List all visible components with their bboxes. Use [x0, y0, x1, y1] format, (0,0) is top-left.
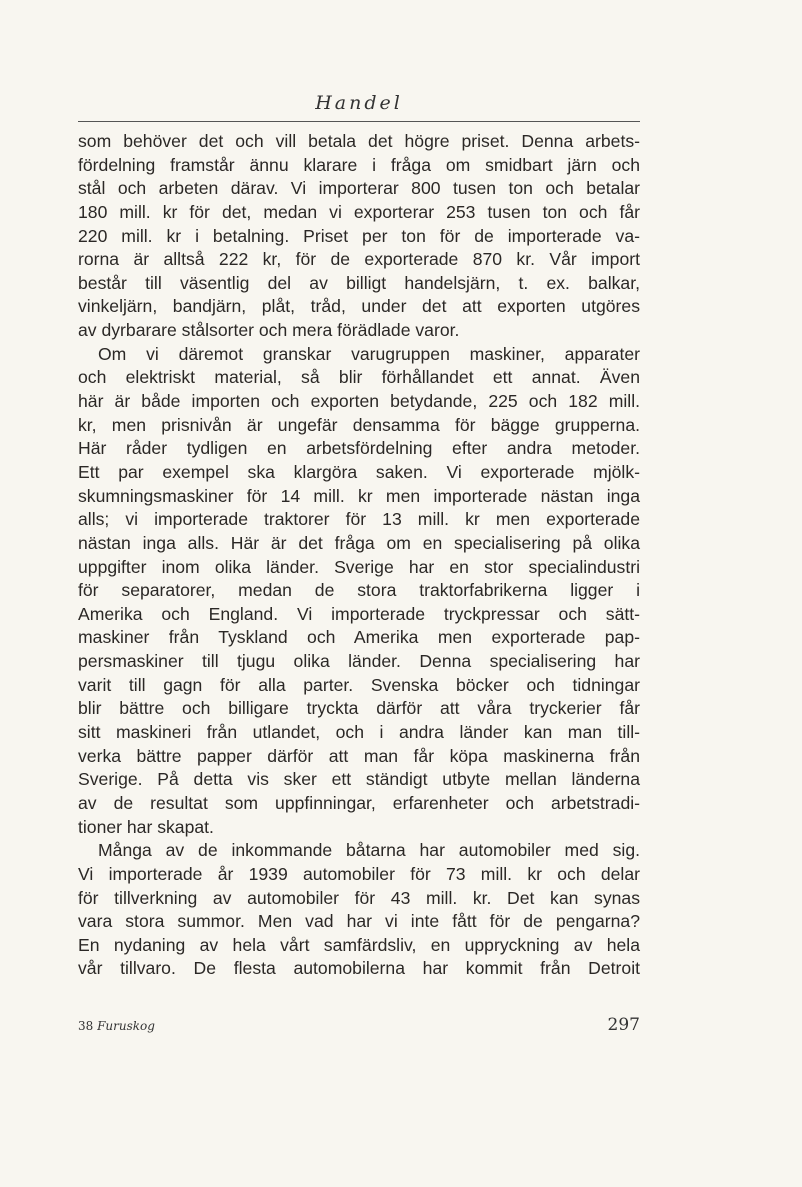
signature-name: Furuskog [97, 1019, 155, 1033]
text-line: rorna är alltså 222 kr, för de exporterade 870 kr. Vår import [78, 249, 640, 270]
page-footer [78, 1015, 640, 1039]
text-line: Ett par exempel ska klargöra saken. Vi exporterade mjölk- [78, 461, 640, 482]
text-line: vinkeljärn, bandjärn, plåt, tråd, under det att exporten utgöres [78, 296, 640, 317]
text-line: 220 mill. kr i betalning. Priset per ton för de importerade va- [78, 225, 640, 246]
text-line: vår tillvaro. De flesta automobilerna har kommit från Detroit [78, 958, 640, 979]
text-line: stål och arbeten därav. Vi importerar 800 tusen ton och betalar [78, 178, 640, 199]
text-line: verka bättre papper därför att man får köpa maskinerna från [78, 745, 640, 766]
text-line: maskiner från Tyskland och Amerika men exporterade pap- [78, 627, 640, 648]
text-line: blir bättre och billigare tryckta därför att våra tryckerier får [78, 698, 640, 719]
text-line: persmaskiner till tjugu olika länder. Denna specialisering har [78, 651, 640, 672]
text-line: sitt maskineri från utlandet, och i andra länder kan man till- [78, 722, 640, 743]
text-line: En nydaning av hela vårt samfärdsliv, en uppryckning av hela [78, 934, 640, 955]
text-line: uppgifter inom olika länder. Sverige har en stor specialindustri [78, 556, 640, 577]
text-line: vara stora summor. Men vad har vi inte fått för de pengarna? [78, 911, 640, 932]
text-line: 180 mill. kr för det, medan vi exporterar 253 tusen ton och får [78, 201, 640, 222]
header-rule [78, 121, 640, 122]
text-line: kr, men prisnivån är ungefär densamma för bägge grupperna. [78, 414, 640, 435]
body-text [78, 130, 640, 981]
text-line: varit till gagn för alla parter. Svenska böcker och tidningar [78, 674, 640, 695]
running-head: Handel [315, 92, 403, 114]
text-line: och elektriskt material, så blir förhållandet ett annat. Även [78, 367, 640, 388]
text-line: Sverige. På detta vis sker ett ständigt utbyte mellan länderna [78, 769, 640, 790]
text-line: som behöver det och vill betala det högre priset. Denna arbets- [78, 131, 640, 151]
text-line: tioner har skapat. [78, 816, 214, 837]
text-line: här är både importen och exporten betydande, 225 och 182 mill. [78, 391, 640, 412]
text-line: Många av de inkommande båtarna har automobiler med sig. [98, 840, 640, 861]
text-line: för tillverkning av automobiler för 43 mill. kr. Det kan synas [78, 887, 640, 908]
page-number: 297 [607, 1015, 640, 1035]
printer-signature [78, 1019, 155, 1033]
text-line: skumningsmaskiner för 14 mill. kr men importerade nästan inga [78, 485, 640, 506]
text-line: består till väsentlig del av billigt handelsjärn, t. ex. balkar, [78, 272, 640, 293]
text-line: av dyrbarare stålsorter och mera förädlade varor. [78, 320, 460, 341]
text-line: nästan inga alls. Här är det fråga om en specialisering på olika [78, 532, 640, 553]
text-line: Om vi däremot granskar varugruppen maskiner, apparater [98, 343, 640, 364]
text-line: Här råder tydligen en arbetsfördelning efter andra metoder. [78, 438, 640, 459]
text-line: för separatorer, medan de stora traktorfabrikerna ligger i [78, 580, 640, 601]
text-line: fördelning framstår ännu klarare i fråga om smidbart järn och [78, 154, 640, 175]
text-line: av de resultat som uppfinningar, erfarenheter och arbetstradi- [78, 792, 640, 813]
signature-number: 38 [78, 1019, 94, 1033]
text-line: alls; vi importerade traktorer för 13 mill. kr men exporterade [78, 509, 640, 530]
text-line: Vi importerade år 1939 automobiler för 73 mill. kr och delar [78, 863, 640, 884]
text-line: Amerika och England. Vi importerade tryckpressar och sätt- [78, 603, 640, 624]
